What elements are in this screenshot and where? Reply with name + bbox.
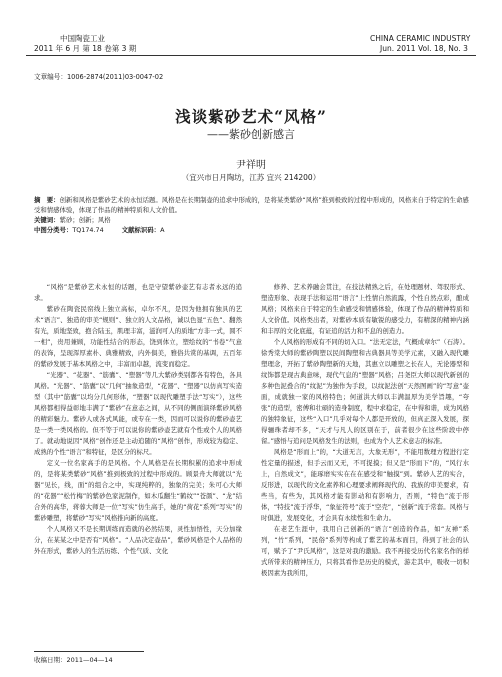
abstract-label: 摘 要： [34,196,60,204]
article-title: 浅谈紫砂艺术“风格” [175,107,327,126]
body-column-left [34,282,242,557]
author-affiliation: （宜兴市日月陶坊，江苏 宜兴 214200） [181,173,321,182]
doc-code-label: 文献标识码： [121,225,161,234]
keywords-text: 紫砂；创新；风格 [59,216,111,225]
received-date [34,655,113,664]
header-rule [26,55,476,56]
abstract-block [34,196,470,235]
abstract-text: 创新和风格是紫砂艺术的永恒话题。风格是在长期制壶的追求中形成的，是将某类紫砂“风格”推到极致的过程中形成的，风格来自于特定的生命感受和情感体验，体现了作品的精神特质和人文价值。 [34,196,469,214]
body-paragraph: 修养、艺术养融会贯注，在技法精熟之后，在处理题材、驾驭形式、塑造形象、表现手法和运用“语言”上性情自然流露，个性自然点彩，酿成风格；风格来自于特定的生命感受和情感体验，体现了作品的精神特质和人文价值。风格类出者，对紫砂本质有敏锐的感受力，有精深的精神内涵和丰厚的文化底蕴，有证追的活力和不息的创造力。 [261,283,469,335]
body-paragraph: “光器”、“花器”、“筋囊”、“塑器”等几大紫砂类别都各有特色，各具风格。“光器”、“筋囊”以“几何”抽象造型，“花器”、“塑器”以仿真写实造型（其中“筋囊”以均分几何形体，“塑器”以现代雕塑手法“写实”），这些风格都相得益彰地丰满了“紫砂”在意态之间，从不同的侧面演绎紫砂风格的精彩魅力。紫砂人或各式风能，或专在一类，因而可以说你的紫砂壶艺是一类一类风格的。但不等于可以说你的紫砂壶艺就有个性或个人的风格了。就动地说因“风格”创作还是主动追随的“风格”创作，形成较为稳定、成熟的个性“语言”和特征，是区分的标尺。 [34,371,242,456]
body-paragraph: “风格”是紫砂艺术永恒的话题，也是守望紫砂壶艺有志者永远的追求。 [34,283,242,302]
issue-info-en: Jun. 2011 Vol. 18, No. 3 [380,44,468,53]
class-number-value: TQ174.74 [72,225,104,234]
body-paragraph: 在老艺生涯中，我用自己创新的“语言”创造的作品，如“友禅”系列，“竹”系列，“民俗”系列等构成了紫艺的基本面目，得到了社会的认可，赋予了“尹氏风格”，这是对我的激励。我不再接受历代名家名作的样式所带来的精神压力，只将其看作是历史的模式，游走其中，吸收一切积极因素为我所用， [261,525,469,577]
body-paragraph: 个人风格又不是长期训练而造就的必然结果，灵性加悟性，天分加缘分，在某某之中是否有“风格”。“人品决定壶品”，紫砂风格是个人品格的外在形式，紫砂人的生活历练、个性气质、文化 [34,525,242,555]
article-id: 文章编号：1006-2874(2011)03-0047-02 [34,73,164,81]
journal-name-en: CHINA CERAMIC INDUSTRY [370,34,471,43]
footnote-rule [34,651,144,652]
body-column-right [261,282,469,579]
issue-info-cn: 2011 年 6 月 第 18 卷第 3 期 [34,44,137,53]
doc-code-value: A [160,225,165,234]
body-paragraph: 个人风格的形成有不同的切入口。“法无定法，气概成章尔”（石涛）。徐秀棠大师的紫砂陶塑以民间陶塑和古典器具等美学元素，又融入现代雕塑理念，开拓了紫砂陶塑新的天地，其惠立以雕塑之长在人，无论器型和纹饰都是现古典意味，现代气息的“塑器”风格；吕尧臣大师以现代新创的多种色泥叠合的“纹泥”为独作为手段，以纹泥法创“天然图画”的“写意”壶面，成就独一家的风格特色；何道洪大师以丰满温厚为美学旨趣，“夸张”的造型，密傅和壮硕的造身制度，程中求稳定，在中得和谐，成为风格的独特象征，这些“入口”几乎对每个人都是开放的，但真正深入发展，探得骊珠者却不多，“天才与凡人的区别在于，前者很少在这些阶段中停留。”感悟与追问是风格发生的法则，也成为个人艺术意志的标准。 [261,338,469,445]
author-name: 尹祥明 [236,160,266,171]
received-date-label: 收稿日期： [34,656,67,664]
journal-name-cn: 中国陶瓷工业 [60,34,105,43]
body-paragraph: 风格是“形而上”的，“大道无言，大象无形”，不能用数理方程进行定性定量的描述，但手云而又无，不可捉摸；但又是“形而下”的，“风行水上，自然成文”，能琢磨实实在在在感受和“触摸”到。紫砂人艺的实合，反形进，以现代的文化素养和心理要求阐释现代的、我族的审美要求，有些当，有些为，其风格才能有影动和有影响力，否则，“特色”流于形体，“特技”流于浮华，“象征符号”流于“空壳”，“创新”流于常套。风格与时俱进，发展变化，才会具有永续性和生命力。 [261,448,469,522]
body-paragraph: 定义一位名家高手的是风格。个人风格是在长期积累的追求中形成的，是将某类紫砂“风格”推到极致的过程中形成的。顾景舟大师就以“光器”见长，线，面“的组合之中，实现纯粹的，独象的完美；朱可心大师的“花器”“松竹梅”的紫砂色家泥制作，如木瓜翻生“鹤纹”“苍颜”、“龙”结合外的高华，蒋蓉大师是一位“写实”仿生高手，她的“荷花”系列“写实”的紫砂雕塑，将紫砂“写实”风格推向新的高度。 [34,459,242,522]
received-date-value: 2011—04—14 [66,656,113,664]
class-number-label: 中图分类号： [34,225,73,234]
body-paragraph: 紫砂在陶瓷民窑线上独立高标，卓尔不凡，是因为他拥有独具的艺术“语言”、独造的审美“规则”、独立的人文品格，诚以色显“五色”、翻然有光，质地坚致，抱合陆玉，肌理丰富，滋润可人的质地“方非一式，圆不一相”，贵用兼顾，功能性结合的形态，饶到体立，塑绘纹的“书卷”气意的表饰，呈现浑厚素朴、典雅精致，内外俱美，雅俗共赏的基调，五百年的紫砂发展于基本风格之中，丰富而卓越，流变而稳定。 [34,305,242,368]
keywords-label: 关键词： [34,216,60,225]
article-subtitle: ——紫砂创新感言 [207,128,295,141]
